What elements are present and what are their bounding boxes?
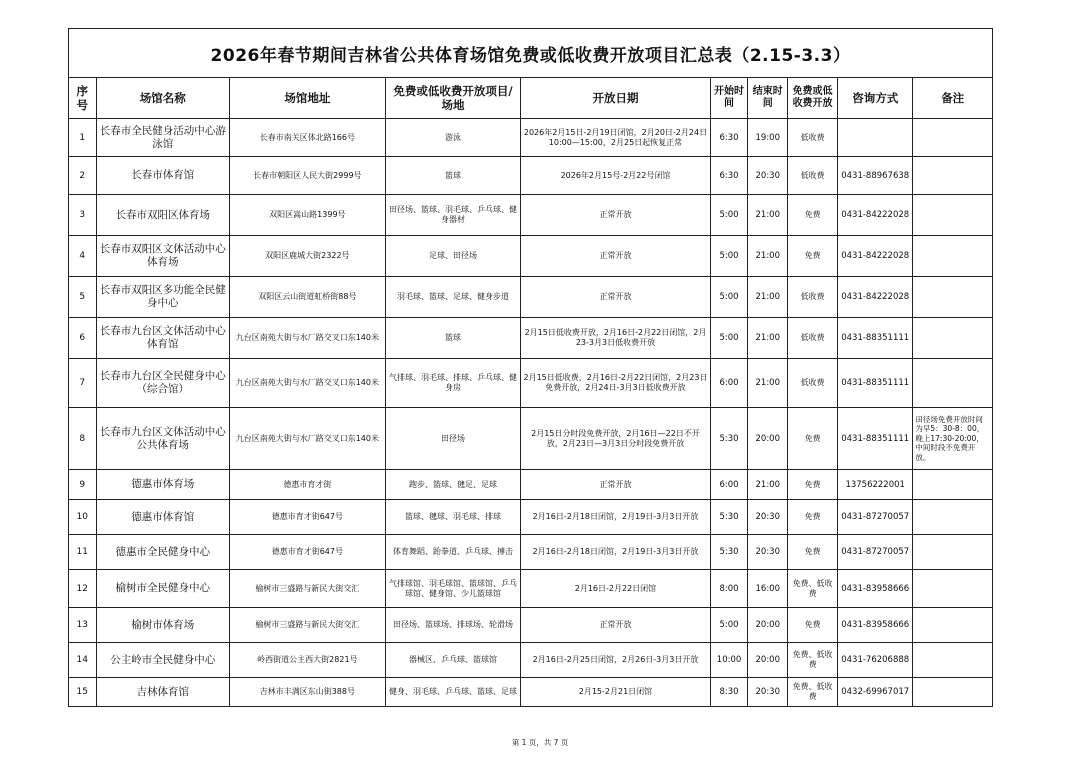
cell-fee: 免费 [788,608,838,643]
cell-dates: 2026年2月15日-2月19日闭馆，2月20日-2月24日10:00—15:00，2月25日起恢复正常 [521,119,710,157]
cell-fee: 免费 [788,236,838,277]
header-row [69,78,993,119]
cell-dates: 正常开放 [521,470,710,500]
cell-fee: 免费、低收费 [788,678,838,707]
cell-dates: 2月16日-2月22日闭馆 [521,570,710,608]
cell-venue-name: 长春市九台区文体活动中心体育馆 [96,318,229,359]
cell-items: 羽毛球、篮球、足球、健身步道 [385,277,520,318]
cell-start-time: 5:30 [710,408,748,470]
cell-remark [913,318,993,359]
cell-end-time: 20:30 [748,157,788,195]
cell-dates: 2月15-2月21日闭馆 [521,678,710,707]
cell-end-time: 16:00 [748,570,788,608]
cell-venue-name: 长春市全民健身活动中心游泳馆 [96,119,229,157]
table-body [69,119,993,707]
cell-address: 榆树市三盛路与新民大街交汇 [229,608,385,643]
cell-contact: 0431-83958666 [838,570,913,608]
cell-fee: 低收费 [788,157,838,195]
table-row [69,643,993,678]
cell-remark [913,119,993,157]
cell-items: 游泳 [385,119,520,157]
header-venue-name: 场馆名称 [96,78,229,119]
venue-table [68,28,993,707]
cell-contact: 0431-88351111 [838,408,913,470]
cell-items: 篮球 [385,157,520,195]
cell-dates: 2月16日-2月25日闭馆，2月26日-3月3日开放 [521,643,710,678]
cell-address: 榆树市三盛路与新民大街交汇 [229,570,385,608]
cell-venue-name: 公主岭市全民健身中心 [96,643,229,678]
table-row [69,277,993,318]
table-row [69,119,993,157]
cell-fee: 免费 [788,535,838,570]
cell-start-time: 5:30 [710,500,748,535]
cell-no: 11 [69,535,97,570]
cell-no: 8 [69,408,97,470]
cell-venue-name: 长春市双阳区多功能全民健身中心 [96,277,229,318]
cell-end-time: 20:00 [748,408,788,470]
cell-address: 九台区南苑大街与水厂路交叉口东140米 [229,318,385,359]
cell-address: 双阳区鹿城大街2322号 [229,236,385,277]
cell-items: 足球、田径场 [385,236,520,277]
cell-dates: 2月16日-2月18日闭馆，2月19日-3月3日开放 [521,535,710,570]
cell-contact: 0431-88967638 [838,157,913,195]
cell-no: 10 [69,500,97,535]
cell-contact: 0431-87270057 [838,535,913,570]
cell-no: 4 [69,236,97,277]
cell-end-time: 21:00 [748,195,788,236]
cell-items: 器械区、乒乓球、篮球馆 [385,643,520,678]
cell-address: 双阳区云山街道虹桥街88号 [229,277,385,318]
cell-contact: 0431-84222028 [838,195,913,236]
table-row [69,570,993,608]
cell-venue-name: 长春市九台区全民健身中心（综合馆） [96,359,229,408]
cell-fee: 免费 [788,195,838,236]
cell-address: 德惠市育才街647号 [229,535,385,570]
table-row [69,535,993,570]
cell-start-time: 5:00 [710,608,748,643]
cell-venue-name: 长春市双阳区体育场 [96,195,229,236]
cell-contact: 0432-69967017 [838,678,913,707]
cell-contact: 0431-76206888 [838,643,913,678]
cell-end-time: 20:30 [748,678,788,707]
table-title: 2026年春节期间吉林省公共体育场馆免费或低收费开放项目汇总表（2.15-3.3） [69,29,993,78]
cell-start-time: 6:30 [710,119,748,157]
cell-remark [913,277,993,318]
cell-contact [838,119,913,157]
cell-start-time: 5:00 [710,195,748,236]
cell-end-time: 20:30 [748,500,788,535]
cell-remark [913,643,993,678]
cell-fee: 低收费 [788,277,838,318]
cell-fee: 低收费 [788,119,838,157]
cell-items: 篮球 [385,318,520,359]
cell-contact: 0431-87270057 [838,500,913,535]
header-fee: 免费或低收费开放 [788,78,838,119]
header-start-time: 开始时间 [710,78,748,119]
cell-items: 气排球馆、羽毛球馆、篮球馆、乒乓球馆、健身馆、少儿篮球馆 [385,570,520,608]
cell-remark [913,195,993,236]
cell-address: 长春市朝阳区人民大街2999号 [229,157,385,195]
cell-end-time: 21:00 [748,236,788,277]
cell-dates: 正常开放 [521,236,710,277]
cell-fee: 低收费 [788,359,838,408]
cell-start-time: 8:00 [710,570,748,608]
table-row [69,500,993,535]
cell-end-time: 20:00 [748,608,788,643]
cell-end-time: 21:00 [748,277,788,318]
cell-start-time: 5:30 [710,535,748,570]
header-no: 序号 [69,78,97,119]
cell-venue-name: 吉林体育馆 [96,678,229,707]
cell-venue-name: 长春市体育馆 [96,157,229,195]
cell-contact: 0431-88351111 [838,318,913,359]
cell-start-time: 5:00 [710,318,748,359]
cell-end-time: 21:00 [748,470,788,500]
cell-items: 篮球、毽球、羽毛球、排球 [385,500,520,535]
cell-contact: 0431-84222028 [838,277,913,318]
cell-fee: 免费 [788,408,838,470]
cell-start-time: 6:00 [710,359,748,408]
cell-address: 吉林市丰满区东山街388号 [229,678,385,707]
cell-no: 14 [69,643,97,678]
cell-start-time: 10:00 [710,643,748,678]
cell-venue-name: 德惠市体育馆 [96,500,229,535]
cell-no: 15 [69,678,97,707]
header-address: 场馆地址 [229,78,385,119]
cell-fee: 免费、低收费 [788,570,838,608]
cell-no: 5 [69,277,97,318]
cell-remark [913,470,993,500]
cell-fee: 低收费 [788,318,838,359]
header-remark: 备注 [913,78,993,119]
cell-remark [913,236,993,277]
table-row [69,608,993,643]
cell-venue-name: 长春市九台区文体活动中心公共体育场 [96,408,229,470]
cell-venue-name: 长春市双阳区文体活动中心体育场 [96,236,229,277]
cell-venue-name: 榆树市体育场 [96,608,229,643]
cell-remark [913,500,993,535]
cell-address: 岭西街道公主西大街2821号 [229,643,385,678]
cell-start-time: 6:00 [710,470,748,500]
cell-start-time: 5:00 [710,277,748,318]
cell-remark [913,359,993,408]
cell-no: 2 [69,157,97,195]
cell-start-time: 6:30 [710,157,748,195]
cell-dates: 2月15日分时段免费开放，2月16日—22日不开放，2月23日—3月3日分时段免费开放 [521,408,710,470]
table-row [69,157,993,195]
cell-end-time: 20:30 [748,535,788,570]
cell-no: 13 [69,608,97,643]
cell-dates: 2月16日-2月18日闭馆，2月19日-3月3日开放 [521,500,710,535]
cell-end-time: 19:00 [748,119,788,157]
cell-items: 田径场、篮球场、排球场、轮滑场 [385,608,520,643]
cell-address: 九台区南苑大街与水厂路交叉口东140米 [229,359,385,408]
cell-fee: 免费、低收费 [788,643,838,678]
cell-end-time: 20:00 [748,643,788,678]
cell-no: 6 [69,318,97,359]
cell-items: 健身、羽毛球、乒乓球、篮球、足球 [385,678,520,707]
cell-items: 体育舞蹈、跆拳道、乒乓球、搏击 [385,535,520,570]
cell-no: 7 [69,359,97,408]
cell-start-time: 8:30 [710,678,748,707]
table-row [69,470,993,500]
cell-venue-name: 德惠市全民健身中心 [96,535,229,570]
cell-contact: 0431-88351111 [838,359,913,408]
cell-dates: 2026年2月15号-2月22号闭馆 [521,157,710,195]
cell-end-time: 21:00 [748,318,788,359]
header-contact: 咨询方式 [838,78,913,119]
cell-no: 1 [69,119,97,157]
cell-remark [913,570,993,608]
cell-remark [913,535,993,570]
cell-address: 德惠市育才街647号 [229,500,385,535]
header-items: 免费或低收费开放项目/场地 [385,78,520,119]
cell-remark [913,157,993,195]
cell-address: 德惠市育才街 [229,470,385,500]
table-row [69,195,993,236]
cell-no: 12 [69,570,97,608]
cell-remark [913,608,993,643]
cell-no: 3 [69,195,97,236]
table-row [69,678,993,707]
cell-dates: 正常开放 [521,277,710,318]
cell-contact: 13756222001 [838,470,913,500]
table-row [69,236,993,277]
cell-dates: 2月15日低收费开放，2月16日-2月22日闭馆，2月23-3月3日低收费开放 [521,318,710,359]
cell-address: 双阳区嵩山路1399号 [229,195,385,236]
cell-start-time: 5:00 [710,236,748,277]
cell-items: 田径场 [385,408,520,470]
header-end-time: 结束时间 [748,78,788,119]
page-number: 第 1 页，共 7 页 [511,738,569,747]
cell-fee: 免费 [788,500,838,535]
cell-contact: 0431-83958666 [838,608,913,643]
cell-no: 9 [69,470,97,500]
cell-dates: 2月15日低收费，2月16日-2月22日闭馆，2月23日免费开放，2月24日-3月3日低收费开放 [521,359,710,408]
header-dates: 开放日期 [521,78,710,119]
cell-dates: 正常开放 [521,195,710,236]
cell-address: 九台区南苑大街与水厂路交叉口东140米 [229,408,385,470]
cell-remark [913,678,993,707]
cell-venue-name: 德惠市体育场 [96,470,229,500]
cell-fee: 免费 [788,470,838,500]
table-row [69,408,993,470]
cell-items: 跑步、篮球、毽足、足球 [385,470,520,500]
cell-contact: 0431-84222028 [838,236,913,277]
cell-items: 气排球、羽毛球、排球、乒乓球、健身房 [385,359,520,408]
table-row [69,318,993,359]
cell-address: 长春市南关区体北路166号 [229,119,385,157]
cell-end-time: 21:00 [748,359,788,408]
cell-dates: 正常开放 [521,608,710,643]
cell-items: 田径场、篮球、羽毛球、乒乓球、健身器材 [385,195,520,236]
cell-remark: 田径场免费开放时间为早5：30-8：00，晚上17:30-20:00，中间时段不免费开放。 [913,408,993,470]
cell-venue-name: 榆树市全民健身中心 [96,570,229,608]
table-row [69,359,993,408]
